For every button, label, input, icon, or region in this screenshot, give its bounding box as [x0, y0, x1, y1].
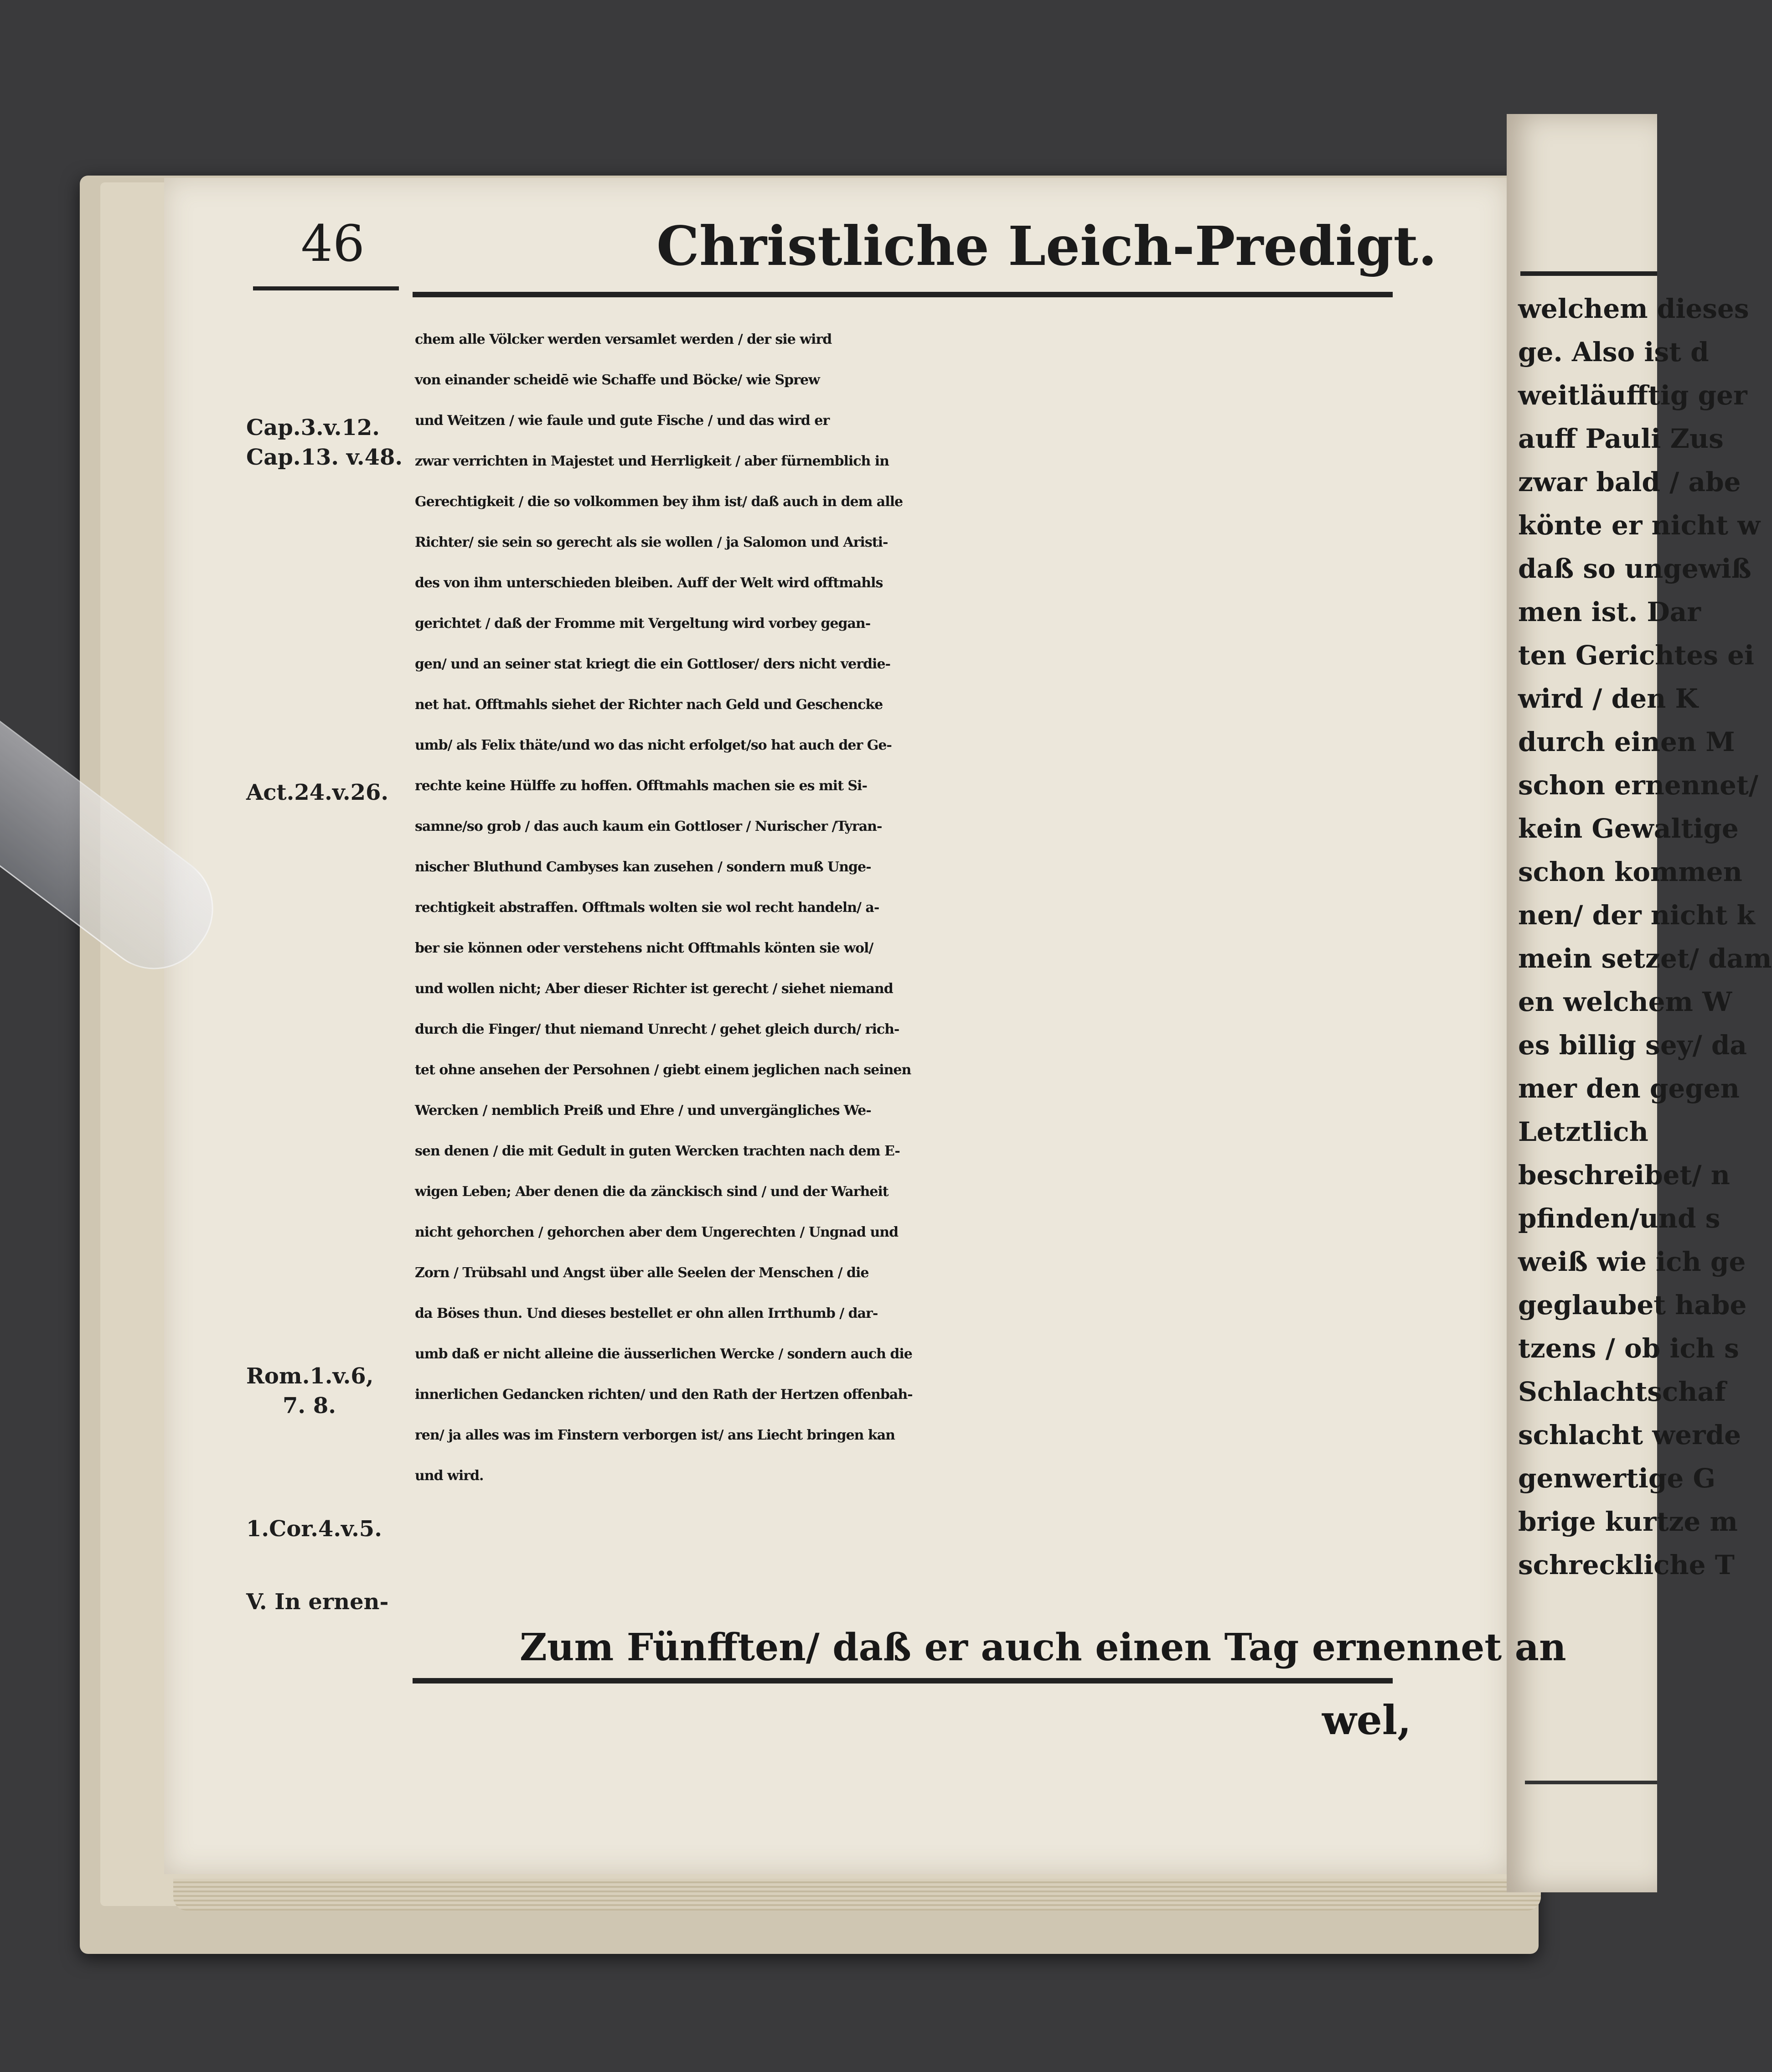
- text-line: von einander scheidē wie Schaffe und Böcke/ wie Sprew: [415, 372, 820, 388]
- text-line: umb daß er nicht alleine die äusserlichen Wercke / sondern auch die: [415, 1346, 912, 1362]
- right-line: auff Pauli Zus: [1518, 423, 1724, 454]
- right-page-rule: [1520, 271, 1657, 276]
- right-line: wird / den K: [1518, 683, 1698, 714]
- right-line: pfinden/und s: [1518, 1203, 1720, 1234]
- section-heading-line: Zum Fünfften/ daß er auch einen Tag ernennet an: [520, 1626, 1566, 1669]
- margin-note: Cap.3.v.12.: [246, 415, 380, 440]
- right-line: en welchem W: [1518, 986, 1732, 1017]
- margin-note: Cap.13. v.48.: [246, 445, 403, 470]
- text-line: sen denen / die mit Gedult in guten Wercken trachten nach dem E-: [415, 1143, 900, 1159]
- text-line: und Weitzen / wie faule und gute Fische / und das wird er: [415, 413, 830, 429]
- text-line: durch die Finger/ thut niemand Unrecht / gehet gleich durch/ rich-: [415, 1021, 899, 1037]
- right-line: könte er nicht w: [1518, 510, 1761, 541]
- text-line: zwar verrichten in Majestet und Herrligkeit / aber fürnemblich in: [415, 453, 889, 469]
- text-line: chem alle Völcker werden versamlet werden / der sie wird: [415, 332, 832, 347]
- right-line: schon ernennet/: [1518, 770, 1758, 801]
- right-line: schreckliche T: [1518, 1549, 1735, 1580]
- margin-note: 7. 8.: [283, 1393, 336, 1419]
- right-line: nen/ der nicht k: [1518, 900, 1755, 931]
- right-line: kein Gewaltige: [1518, 813, 1739, 844]
- margin-note: Rom.1.v.6,: [246, 1363, 374, 1389]
- right-line: weitläufftig ger: [1518, 380, 1747, 411]
- right-line: tzens / ob ich s: [1518, 1333, 1739, 1364]
- text-line: samne/so grob / das auch kaum ein Gottloser / Nurischer /Tyran-: [415, 818, 882, 834]
- right-line: beschreibet/ n: [1518, 1160, 1730, 1191]
- header-rule-left: [253, 286, 399, 290]
- right-line: Schlachtschaf: [1518, 1376, 1726, 1407]
- catchword: wel,: [1322, 1696, 1411, 1744]
- margin-note: V. In ernen-: [246, 1589, 389, 1615]
- text-line: tet ohne ansehen der Persohnen / giebt einem jeglichen nach seinen: [415, 1062, 911, 1078]
- right-line: welchem dieses: [1518, 293, 1749, 324]
- right-line: es billig sey/ da: [1518, 1030, 1747, 1061]
- text-line: rechtigkeit abstraffen. Offtmals wolten sie wol recht handeln/ a-: [415, 900, 879, 916]
- right-line: mer den gegen: [1518, 1073, 1740, 1104]
- margin-note: 1.Cor.4.v.5.: [246, 1516, 382, 1542]
- right-line: men ist. Dar: [1518, 596, 1701, 627]
- right-line: ten Gerichtes ei: [1518, 640, 1755, 671]
- right-page-bottom-rule: [1525, 1781, 1657, 1784]
- text-line: da Böses thun. Und dieses bestellet er ohn allen Irrthumb / dar-: [415, 1305, 878, 1321]
- text-line: Gerechtigkeit / die so volkommen bey ihm ist/ daß auch in dem alle: [415, 494, 903, 510]
- right-line: Letztlich: [1518, 1116, 1648, 1147]
- right-line: zwar bald / abe: [1518, 466, 1741, 497]
- text-line: nicht gehorchen / gehorchen aber dem Ungerechten / Ungnad und: [415, 1224, 899, 1240]
- text-line: ren/ ja alles was im Finstern verborgen ist/ ans Liecht bringen kan: [415, 1427, 895, 1443]
- right-line: ge. Also ist d: [1518, 337, 1709, 368]
- right-line: genwertige G: [1518, 1463, 1716, 1494]
- text-line: rechte keine Hülffe zu hoffen. Offtmahls machen sie es mit Si-: [415, 778, 867, 794]
- text-line: Zorn / Trübsahl und Angst über alle Seelen der Menschen / die: [415, 1265, 869, 1281]
- text-line: des von ihm unterschieden bleiben. Auff der Welt wird offtmahls: [415, 575, 883, 591]
- right-line: schlacht werde: [1518, 1419, 1741, 1450]
- text-line: wigen Leben; Aber denen die da zänckisch sind / und der Warheit: [415, 1184, 889, 1200]
- running-head: Christliche Leich-Predigt.: [656, 214, 1437, 278]
- text-line: und wollen nicht; Aber dieser Richter ist gerecht / siehet niemand: [415, 981, 893, 997]
- right-line: schon kommen: [1518, 856, 1742, 887]
- text-line: Wercken / nemblich Preiß und Ehre / und unvergängliches We-: [415, 1103, 871, 1119]
- text-line: innerlichen Gedancken richten/ und den Rath der Hertzen offenbah-: [415, 1387, 913, 1403]
- right-line: weiß wie ich ge: [1518, 1246, 1746, 1277]
- page-fore-edge: [173, 1879, 1541, 1911]
- margin-note: Act.24.v.26.: [246, 780, 389, 805]
- right-line: mein setzet/ dam: [1518, 943, 1772, 974]
- text-line: Richter/ sie sein so gerecht als sie wollen / ja Salomon und Aristi-: [415, 534, 888, 550]
- text-line: net hat. Offtmahls siehet der Richter nach Geld und Geschencke: [415, 697, 883, 713]
- body-text: [415, 319, 1400, 1496]
- text-line: umb/ als Felix thäte/und wo das nicht erfolget/so hat auch der Ge-: [415, 737, 892, 753]
- text-line: gen/ und an seiner stat kriegt die ein Gottloser/ ders nicht verdie-: [415, 656, 890, 672]
- text-line: gerichtet / daß der Fromme mit Vergeltung wird vorbey gegan-: [415, 616, 871, 632]
- text-line: nischer Bluthund Cambyses kan zusehen / sondern muß Unge-: [415, 859, 871, 875]
- page-number: 46: [301, 214, 365, 273]
- text-line: und wird.: [415, 1468, 484, 1484]
- header-rule: [413, 292, 1393, 297]
- right-line: geglaubet habe: [1518, 1290, 1747, 1321]
- right-line: durch einen M: [1518, 726, 1735, 757]
- footer-rule: [413, 1678, 1393, 1684]
- right-page-text: [1518, 287, 1772, 1587]
- right-line: brige kurtze m: [1518, 1506, 1738, 1537]
- right-line: daß so ungewiß: [1518, 553, 1751, 584]
- text-line: ber sie können oder verstehens nicht Offtmahls könten sie wol/: [415, 940, 873, 956]
